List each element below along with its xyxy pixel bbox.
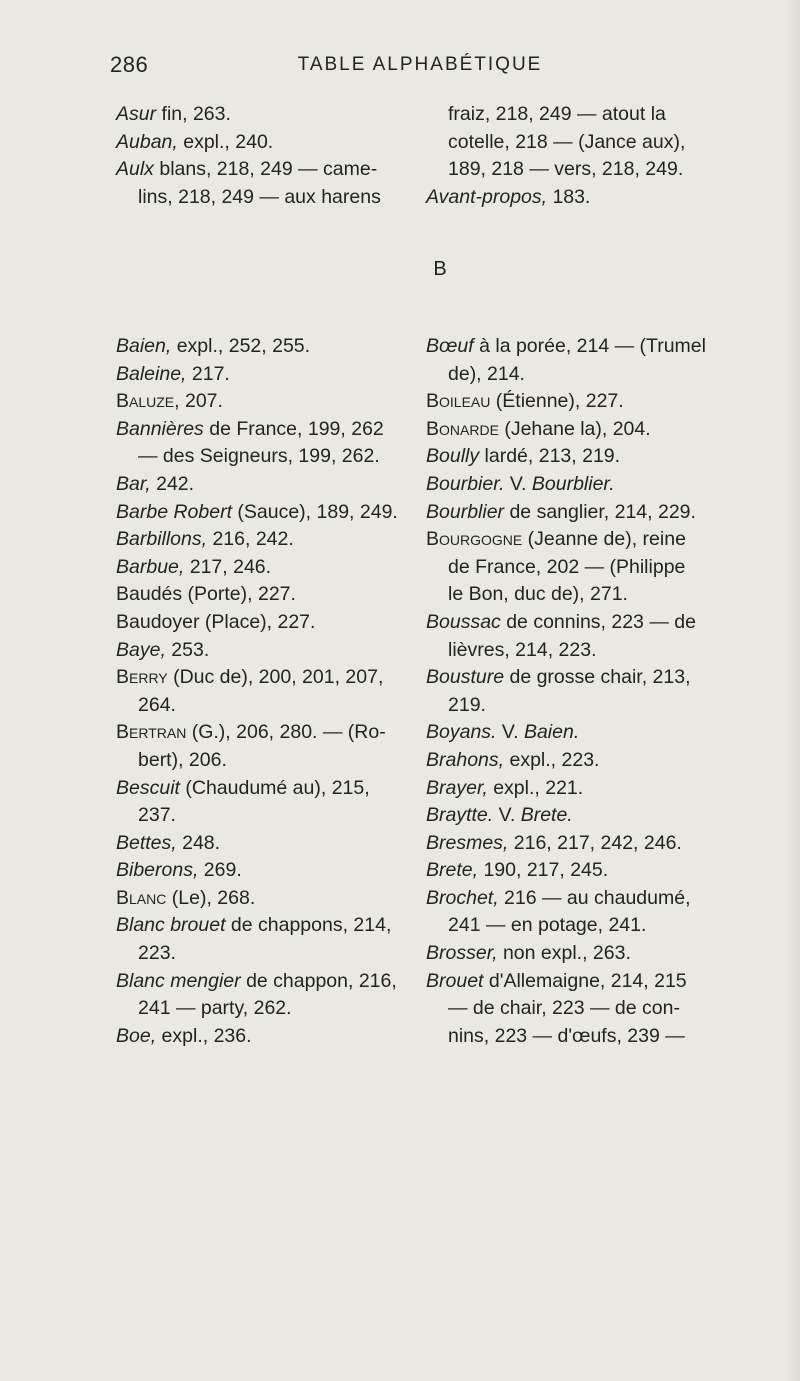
index-entry-line xyxy=(116,885,416,913)
entry-text: de), 214. xyxy=(448,362,525,385)
entry-headword: Barbue, xyxy=(116,555,185,578)
index-entry-line xyxy=(116,184,416,212)
index-entry-line xyxy=(116,802,416,830)
entry-headword: Bœuf xyxy=(426,335,474,357)
entry-headword: Bescuit xyxy=(116,776,180,799)
entry-text: 237. xyxy=(138,804,176,827)
index-entry-line xyxy=(426,747,756,775)
index-entry-line xyxy=(116,940,416,968)
entry-text: lièvres, 214, 223. xyxy=(448,638,597,661)
index-entry-line xyxy=(426,581,756,609)
entry-headword: Brahons, xyxy=(426,748,505,771)
index-entry-line xyxy=(426,499,756,527)
entry-text: — de chair, 223 — de con- xyxy=(448,997,680,1020)
entry-text: expl., 236. xyxy=(156,1024,252,1047)
index-entry-line xyxy=(116,692,416,720)
index-entry-line xyxy=(426,1023,756,1051)
entry-text: Baudoyer (Place), 227. xyxy=(116,610,316,633)
index-entry-line xyxy=(426,333,756,361)
index-entry-line xyxy=(426,885,756,913)
entry-text: V. xyxy=(504,472,532,495)
entry-text: (Sauce), 189, 249. xyxy=(231,500,398,523)
index-entry-line xyxy=(426,968,756,996)
entry-text: blans, 218, 249 — came- xyxy=(153,158,378,181)
page-edge-shadow xyxy=(786,0,800,1381)
entry-text: 241 — party, 262. xyxy=(138,997,292,1020)
index-entry-line xyxy=(116,129,416,157)
entry-headword: Boe, xyxy=(116,1024,157,1047)
entry-text: 217. xyxy=(186,362,230,385)
entry-text: 269. xyxy=(198,859,242,882)
index-entry-line xyxy=(426,719,756,747)
entry-text: fraiz, 218, 249 — atout la xyxy=(448,103,666,125)
index-entry-line xyxy=(426,830,756,858)
entry-text: de France, 199, 262 xyxy=(203,417,384,440)
entry-headword: Biberons, xyxy=(116,859,199,882)
entry-text: fin, 263. xyxy=(156,103,231,125)
index-entry-line xyxy=(116,388,416,416)
entry-headword: Blanc mengier xyxy=(116,969,241,992)
entry-headword: Avant-propos, xyxy=(426,185,548,208)
entry-headword: Bettes, xyxy=(116,831,177,854)
index-entry-line xyxy=(426,940,756,968)
entry-text: 217, 246. xyxy=(184,555,272,578)
entry-text: 264. xyxy=(138,693,176,716)
index-column-top-left xyxy=(116,101,416,211)
entry-text: (Le), 268. xyxy=(166,886,256,909)
index-entry-line xyxy=(116,609,416,637)
entry-headword: Barbe Robert xyxy=(116,500,232,523)
entry-text: lins, 218, 249 — aux harens xyxy=(138,185,381,208)
entry-text: (Duc de), 200, 201, 207, xyxy=(167,666,384,689)
entry-proper-name: Blanc xyxy=(116,886,167,909)
index-entry-line xyxy=(116,912,416,940)
entry-headword: Bourbier. xyxy=(426,472,505,495)
entry-headword: Baleine, xyxy=(116,362,187,385)
entry-text: expl., 221. xyxy=(487,776,584,799)
entry-text: (G.), 206, 280. — (Ro- xyxy=(186,721,386,744)
page-number: 286 xyxy=(110,52,149,77)
index-entry-line xyxy=(116,830,416,858)
index-entry-line xyxy=(116,1023,416,1051)
index-entry-line xyxy=(116,443,416,471)
entry-cross-reference: Bourblier. xyxy=(531,472,615,495)
entry-text: 219. xyxy=(448,693,486,716)
entry-headword: Blanc brouet xyxy=(116,914,226,937)
entry-text: le Bon, duc de), 271. xyxy=(448,583,628,606)
entry-proper-name: Boileau xyxy=(426,390,491,413)
entry-text: (Étienne), 227. xyxy=(490,390,624,413)
index-entry-line xyxy=(426,664,756,692)
entry-headword: Brouet xyxy=(426,969,484,992)
index-entry-line xyxy=(116,857,416,885)
entry-headword: Bar, xyxy=(116,472,151,495)
entry-headword: Brete, xyxy=(426,859,479,882)
entry-text: 248. xyxy=(176,831,221,854)
index-entry-line xyxy=(116,968,416,996)
index-entry-line xyxy=(116,499,416,527)
entry-text: 216, 242. xyxy=(207,528,294,551)
index-entry-line xyxy=(426,775,756,803)
entry-headword: Braytte. xyxy=(426,804,494,827)
entry-headword: Barbillons, xyxy=(116,528,208,551)
entry-text: 216, 217, 242, 246. xyxy=(508,831,682,854)
entry-text: à la porée, 214 — (Trumel xyxy=(473,335,706,357)
index-entry-line xyxy=(116,333,416,361)
entry-text: 183. xyxy=(547,185,591,208)
entry-text: expl., 252, 255. xyxy=(171,335,311,357)
entry-text: de grosse chair, 213, xyxy=(504,666,691,689)
entry-text: (Jeanne de), reine xyxy=(522,528,686,551)
entry-text: 189, 218 — vers, 218, 249. xyxy=(448,158,684,181)
entry-headword: Boussac xyxy=(426,610,501,633)
entry-text: 216 — au chaudumé, xyxy=(498,886,691,909)
entry-headword: Bourblier xyxy=(426,500,505,523)
index-entry-line xyxy=(426,361,756,389)
entry-text: de France, 202 — (Philippe xyxy=(448,555,686,578)
index-entry-line xyxy=(116,581,416,609)
entry-text: lardé, 213, 219. xyxy=(479,445,621,468)
index-entry-line xyxy=(116,156,416,184)
index-entry-line xyxy=(426,802,756,830)
index-entry-line xyxy=(426,637,756,665)
entry-text: expl., 223. xyxy=(504,748,600,771)
index-entry-line xyxy=(116,471,416,499)
entry-proper-name: Bertran xyxy=(116,721,187,744)
index-entry-line xyxy=(116,664,416,692)
entry-proper-name: Baluze, xyxy=(116,390,180,413)
index-entry-line xyxy=(426,995,756,1023)
index-entry-line xyxy=(116,526,416,554)
index-entry-line xyxy=(116,747,416,775)
index-entry-line xyxy=(426,443,756,471)
entry-text: V. xyxy=(496,721,524,744)
index-entry-line xyxy=(426,526,756,554)
index-entry-line xyxy=(426,129,756,157)
entry-text: 190, 217, 245. xyxy=(478,859,609,882)
entry-headword: Bresmes, xyxy=(426,831,509,854)
entry-headword: Baien, xyxy=(116,335,172,357)
index-entry-line xyxy=(116,637,416,665)
entry-headword: Boully xyxy=(426,445,480,468)
index-entry-line xyxy=(116,554,416,582)
index-entry-line xyxy=(116,775,416,803)
index-entry-line xyxy=(116,416,416,444)
entry-text: de chappon, 216, xyxy=(240,969,397,992)
entry-headword: Baye, xyxy=(116,638,166,661)
section-letter: B xyxy=(433,258,447,280)
entry-text: bert), 206. xyxy=(138,748,227,771)
index-entry-line xyxy=(116,995,416,1023)
index-entry-line xyxy=(426,101,756,129)
entry-proper-name: Bourgogne xyxy=(426,528,523,551)
entry-headword: Boyans. xyxy=(426,721,497,744)
index-entry-line xyxy=(426,416,756,444)
index-column-b-right xyxy=(426,333,756,1050)
index-entry-line xyxy=(426,156,756,184)
entry-headword: Aulx xyxy=(116,158,154,181)
entry-text: (Chaudumé au), 215, xyxy=(179,776,370,799)
entry-text: expl., 240. xyxy=(177,130,274,153)
index-entry-line xyxy=(426,471,756,499)
entry-text: non expl., 263. xyxy=(497,942,631,965)
entry-cross-reference: Baien. xyxy=(523,721,580,744)
entry-headword: Auban, xyxy=(116,130,178,153)
entry-text: (Jehane la), 204. xyxy=(498,417,651,440)
index-entry-line xyxy=(116,719,416,747)
entry-headword: Brayer, xyxy=(426,776,488,799)
entry-text: 207. xyxy=(179,390,223,413)
entry-headword: Bousture xyxy=(426,666,505,689)
index-entry-line xyxy=(426,692,756,720)
index-entry-line xyxy=(426,609,756,637)
entry-proper-name: Bonarde xyxy=(426,417,499,440)
entry-proper-name: Berry xyxy=(116,666,168,689)
entry-headword: Asur xyxy=(116,103,157,125)
entry-text: V. xyxy=(493,804,521,827)
index-column-top-right xyxy=(426,101,756,211)
entry-text: 242. xyxy=(150,472,195,495)
entry-text: — des Seigneurs, 199, 262. xyxy=(138,445,380,468)
entry-text: 253. xyxy=(165,638,210,661)
entry-text: Baudés (Porte), 227. xyxy=(116,583,296,606)
entry-text: cotelle, 218 — (Jance aux), xyxy=(448,130,686,153)
entry-headword: Bannières xyxy=(116,417,204,440)
entry-text: d'Allemaigne, 214, 215 xyxy=(483,969,687,992)
index-entry-line xyxy=(426,912,756,940)
entry-text: de connins, 223 — de xyxy=(500,610,696,633)
index-entry-line xyxy=(426,857,756,885)
index-column-b-left xyxy=(116,333,416,1050)
index-entry-line xyxy=(426,184,756,212)
running-title: TABLE ALPHABÉTIQUE xyxy=(297,54,543,75)
index-entry-line xyxy=(116,101,416,129)
entry-text: 241 — en potage, 241. xyxy=(448,914,647,937)
index-entry-line xyxy=(426,554,756,582)
entry-text: nins, 223 — d'œufs, 239 — xyxy=(448,1024,685,1047)
entry-text: de chappons, 214, xyxy=(225,914,392,937)
entry-text: 223. xyxy=(138,942,176,965)
index-entry-line xyxy=(426,388,756,416)
entry-text: de sanglier, 214, 229. xyxy=(504,500,696,523)
entry-headword: Brochet, xyxy=(426,886,499,909)
entry-headword: Brosser, xyxy=(426,942,498,965)
entry-cross-reference: Brete. xyxy=(520,804,573,827)
index-entry-line xyxy=(116,361,416,389)
